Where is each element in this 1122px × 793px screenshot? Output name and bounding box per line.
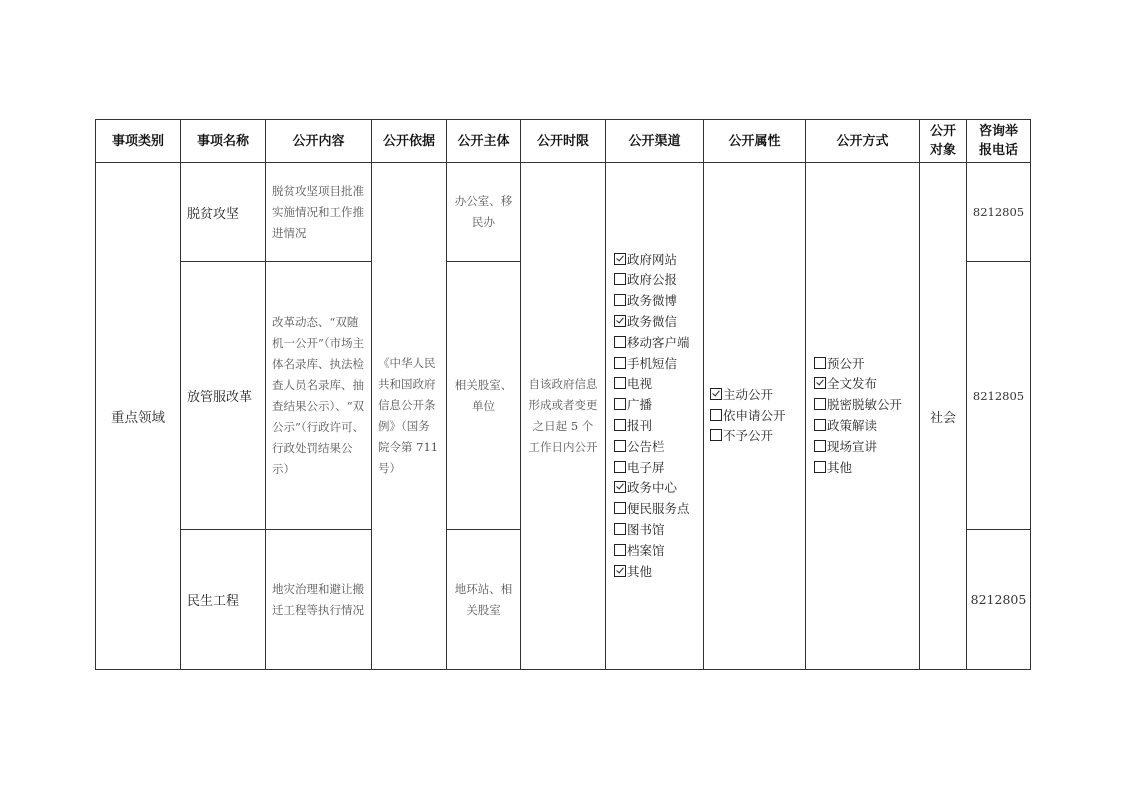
unchecked-box-icon[interactable] [814,398,826,410]
item-name: 脱贫攻坚 [181,163,266,262]
checklist-item [614,541,703,562]
unchecked-box-icon[interactable] [614,440,626,452]
checklist-item-label: 主动公开 [723,386,774,402]
checklist-item [814,458,919,479]
header-object [920,120,967,163]
header-name: 事项名称 [181,120,266,163]
unchecked-box-icon[interactable] [614,273,626,285]
attribute-cell [704,163,806,670]
checklist-item-label: 电子屏 [627,459,665,475]
table-row [96,163,1031,262]
checklist-item-label: 其他 [627,563,653,579]
header-content: 公开内容 [266,120,372,163]
unchecked-box-icon[interactable] [614,336,626,348]
header-category: 事项类别 [96,120,181,163]
header-attribute: 公开属性 [704,120,806,163]
time-limit-cell: 自该政府信息形成或者变更之日起 5 个工作日内公开 [521,163,606,670]
unchecked-box-icon[interactable] [614,294,626,306]
checked-box-icon[interactable] [710,388,722,400]
checklist-item [614,458,703,479]
header-phone-line2: 报电话 [978,143,1018,158]
method-cell [806,163,920,670]
checklist-item-label: 移动客户端 [627,334,690,350]
item-name: 放管服改革 [181,262,266,530]
disclosure-table [95,119,1031,670]
unchecked-box-icon[interactable] [814,440,826,452]
unchecked-box-icon[interactable] [710,409,722,421]
header-subject: 公开主体 [447,120,521,163]
item-subject: 相关股室、单位 [447,262,521,530]
unchecked-box-icon[interactable] [614,544,626,556]
checklist-item-label: 图书馆 [627,521,665,537]
unchecked-box-icon[interactable] [814,461,826,473]
header-object-line2: 对象 [929,143,956,158]
checked-box-icon[interactable] [614,253,626,265]
channel-list [606,250,703,583]
checklist-item [614,437,703,458]
unchecked-box-icon[interactable] [614,523,626,535]
checklist-item [614,250,703,271]
unchecked-box-icon[interactable] [614,419,626,431]
checklist-item-label: 现场宣讲 [827,438,878,454]
checklist-item [614,374,703,395]
category-cell: 重点领域 [96,163,181,670]
unchecked-box-icon[interactable] [614,502,626,514]
checklist-item [614,395,703,416]
checklist-item [814,374,919,395]
item-content: 改革动态、“双随机一公开”（市场主体名录库、执法检查人员名录库、抽查结果公示）、“双公示”（行政许可、行政处罚结果公示） [266,262,372,530]
checked-box-icon[interactable] [614,315,626,327]
checked-box-icon[interactable] [814,377,826,389]
header-time-limit: 公开时限 [521,120,606,163]
object-cell: 社会 [920,163,967,670]
checklist-item [710,406,805,427]
checklist-item [614,499,703,520]
phone-cell: 8212805 [967,163,1031,262]
checklist-item [814,395,919,416]
checklist-item-label: 政策解读 [827,418,878,433]
unchecked-box-icon[interactable] [614,377,626,389]
checklist-item-label: 其他 [827,459,853,475]
checklist-item-label: 脱密脱敏公开 [827,397,903,413]
checklist-item [614,270,703,291]
header-row [96,120,1031,163]
checklist-item [614,562,703,583]
item-content: 脱贫攻坚项目批准实施情况和工作推进情况 [266,163,372,262]
checklist-item-label: 全文发布 [827,376,878,392]
checklist-item [614,291,703,312]
checklist-item-label: 依申请公开 [723,407,786,423]
checklist-item-label: 政府公报 [627,272,678,288]
header-object-line1: 公开 [929,124,956,139]
checklist-item-label: 公告栏 [627,438,665,454]
channel-cell [606,163,704,670]
item-content: 地灾治理和避让搬迁工程等执行情况 [266,530,372,670]
header-phone-line1: 咨询举 [978,124,1018,139]
phone-cell: 8212805 [967,262,1031,530]
method-list [806,354,919,479]
checklist-item-label: 广播 [627,397,653,413]
checklist-item-label: 便民服务点 [627,501,690,517]
header-phone [967,120,1031,163]
checklist-item [614,520,703,541]
checklist-item [710,385,805,406]
checklist-item [614,333,703,354]
checklist-item-label: 政务中心 [627,480,678,496]
unchecked-box-icon[interactable] [614,398,626,410]
checklist-item-label: 报刊 [627,418,653,433]
checklist-item [614,478,703,499]
unchecked-box-icon[interactable] [710,429,722,441]
checklist-item-label: 不予公开 [723,428,774,444]
checklist-item [614,416,703,437]
phone-cell: 8212805 [967,530,1031,670]
checklist-item [814,416,919,437]
header-method: 公开方式 [806,120,920,163]
checklist-item-label: 预公开 [827,355,865,371]
unchecked-box-icon[interactable] [614,461,626,473]
checked-box-icon[interactable] [614,565,626,577]
checklist-item [710,426,805,447]
checklist-item [814,354,919,375]
checklist-item-label: 政务微博 [627,293,678,309]
checklist-item-label: 手机短信 [627,355,678,371]
attribute-list [704,385,805,447]
item-subject: 地环站、相关股室 [447,530,521,670]
checklist-item [814,437,919,458]
checklist-item-label: 政府网站 [627,251,678,267]
checklist-item [614,354,703,375]
item-subject: 办公室、移民办 [447,163,521,262]
basis-cell: 《中华人民共和国政府信息公开条例》（国务院令第 711 号） [372,163,447,670]
header-basis: 公开依据 [372,120,447,163]
checklist-item-label: 档案馆 [627,542,665,558]
unchecked-box-icon[interactable] [614,357,626,369]
unchecked-box-icon[interactable] [814,357,826,369]
header-channel: 公开渠道 [606,120,704,163]
unchecked-box-icon[interactable] [814,419,826,431]
checked-box-icon[interactable] [614,481,626,493]
checklist-item-label: 电视 [627,376,653,392]
item-name: 民生工程 [181,530,266,670]
checklist-item-label: 政务微信 [627,314,678,330]
checklist-item [614,312,703,333]
